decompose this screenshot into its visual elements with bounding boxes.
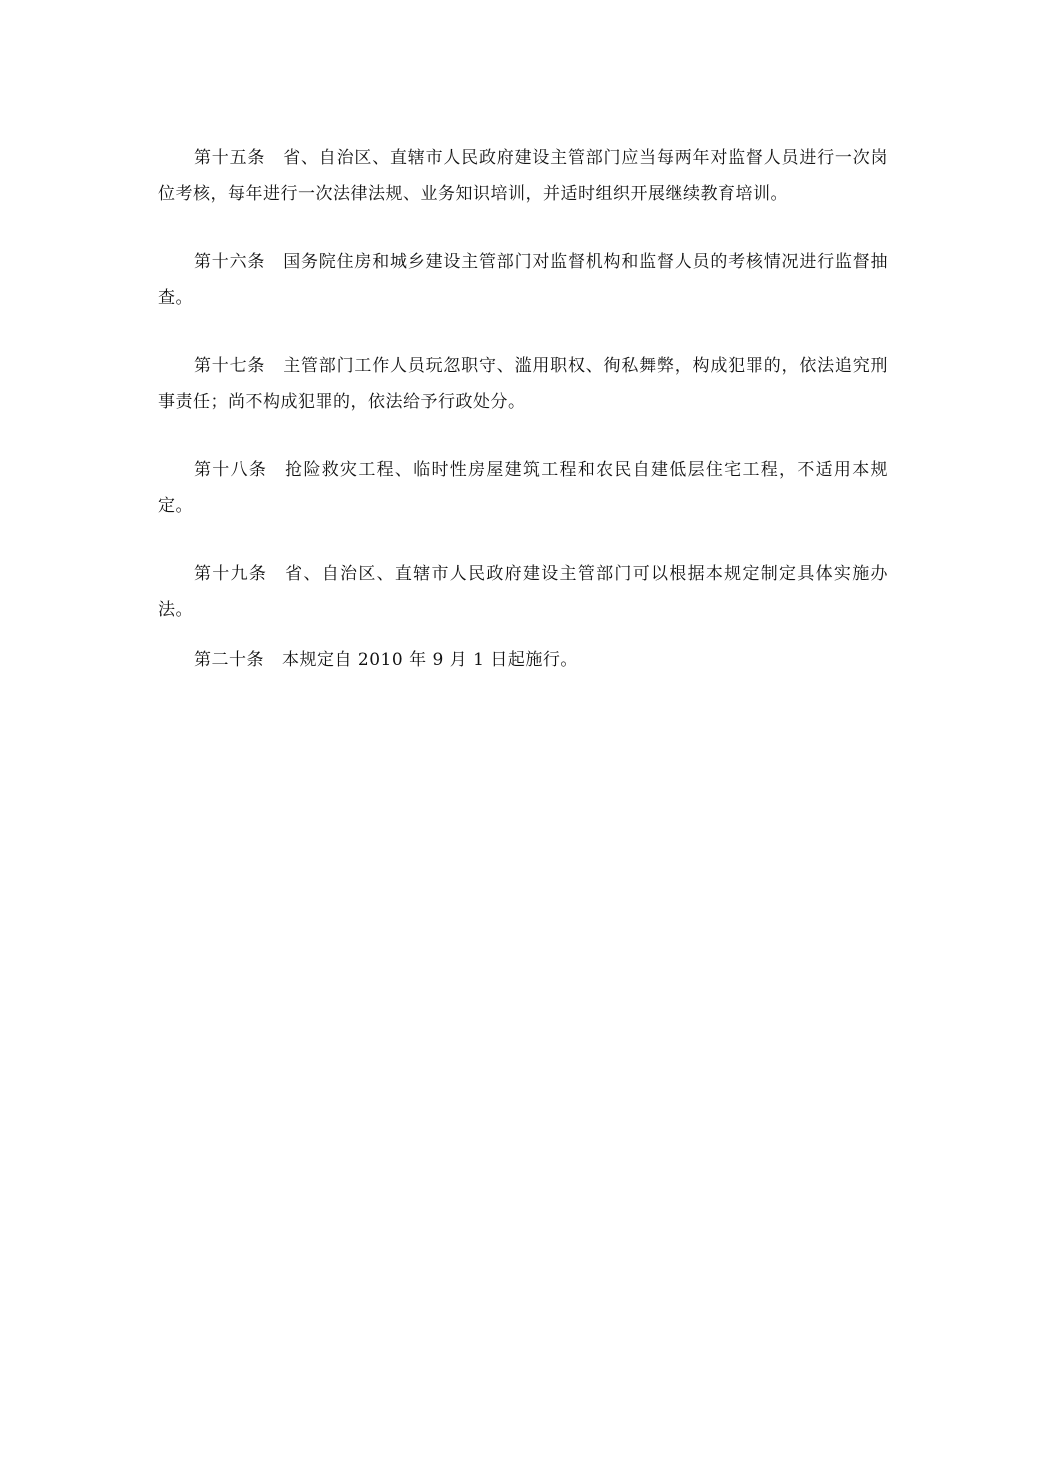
article-text: 国务院住房和城乡建设主管部门对监督机构和监督人员的考核情况进行监督抽查。 — [158, 252, 889, 308]
article-text: 主管部门工作人员玩忽职守、滥用职权、徇私舞弊，构成犯罪的，依法追究刑事责任；尚不构成犯罪的，依法给予行政处分。 — [158, 356, 889, 412]
article-text: 抢险救灾工程、临时性房屋建筑工程和农民自建低层住宅工程，不适用本规定。 — [158, 460, 889, 516]
article-text: 省、自治区、直辖市人民政府建设主管部门可以根据本规定制定具体实施办法。 — [158, 564, 889, 620]
article-17 — [158, 348, 888, 420]
article-number: 第十五条 — [194, 148, 266, 168]
article-number: 第二十条 — [194, 650, 264, 670]
document-body — [158, 140, 888, 710]
article-20 — [158, 642, 888, 678]
article-18 — [158, 452, 888, 524]
article-number: 第十六条 — [194, 252, 266, 272]
article-number: 第十八条 — [194, 460, 268, 480]
article-number: 第十九条 — [194, 564, 268, 584]
article-19 — [158, 556, 888, 628]
article-16 — [158, 244, 888, 316]
article-text: 本规定自 2010 年 9 月 1 日起施行。 — [282, 650, 578, 670]
article-15 — [158, 140, 888, 212]
article-number: 第十七条 — [194, 356, 266, 376]
article-text: 省、自治区、直辖市人民政府建设主管部门应当每两年对监督人员进行一次岗位考核，每年进行一次法律法规、业务知识培训，并适时组织开展继续教育培训。 — [158, 148, 889, 204]
